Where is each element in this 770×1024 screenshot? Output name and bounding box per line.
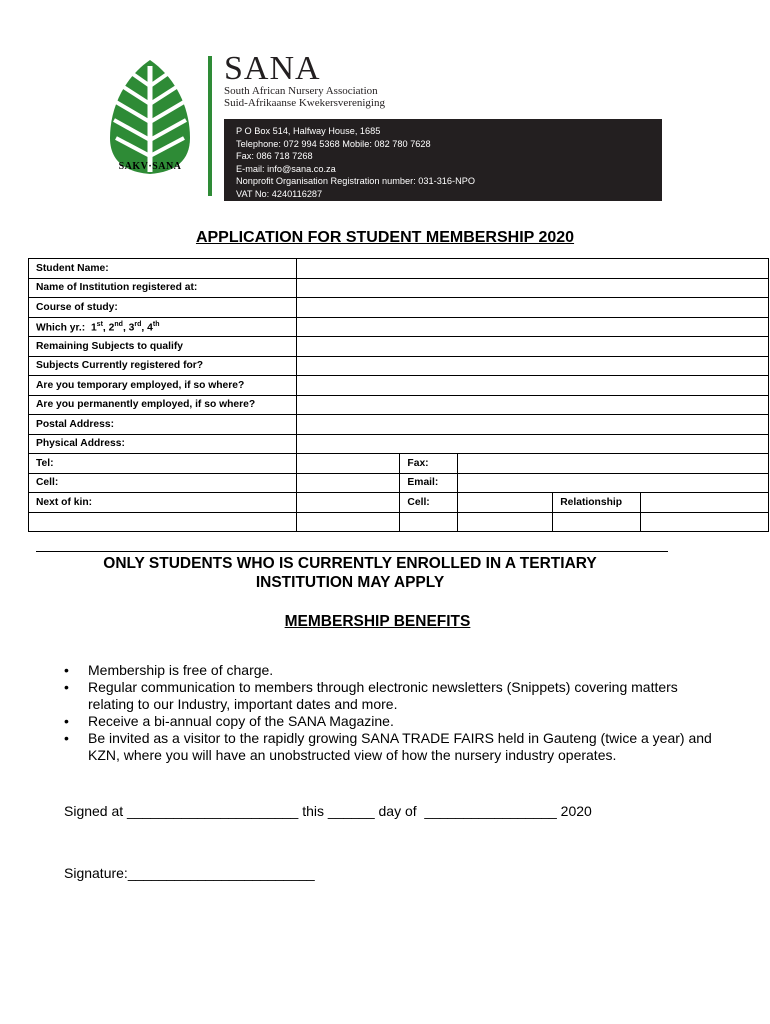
relationship-input[interactable] (641, 493, 769, 513)
institution-input[interactable] (296, 278, 768, 298)
kin-cell-input[interactable] (458, 493, 553, 513)
logo-divider (208, 56, 212, 196)
form-row (29, 278, 769, 298)
bullet-icon: • (64, 662, 69, 678)
kin-cell-detail-input[interactable] (400, 512, 458, 532)
separator-line (36, 551, 668, 552)
field-label-current-subjects: Subjects Currently registered for? (29, 356, 297, 376)
next-of-kin-input[interactable] (296, 493, 400, 513)
next-of-kin-detail-input[interactable] (296, 512, 400, 532)
logo-caption: SAKV·SANA (118, 161, 182, 172)
form-row (29, 454, 769, 474)
field-label-tel: Tel: (29, 454, 297, 474)
fax-input[interactable] (458, 454, 769, 474)
email-input[interactable] (458, 473, 769, 493)
cell-input[interactable] (296, 473, 400, 493)
year-input[interactable] (296, 317, 768, 337)
field-label-next-of-kin: Next of kin: (29, 493, 297, 513)
form-row (29, 512, 769, 532)
relationship-detail-input[interactable] (553, 512, 641, 532)
benefits-title: MEMBERSHIP BENEFITS (284, 613, 471, 630)
form-row (29, 434, 769, 454)
bullet-icon: • (64, 713, 69, 729)
field-label-temporary-employment: Are you temporary employed, if so where? (29, 376, 297, 396)
temporary-employment-input[interactable] (296, 376, 768, 396)
contact-fax: Fax: 086 718 7268 (236, 151, 313, 161)
field-label-postal-address: Postal Address: (29, 415, 297, 435)
next-of-kin-detail-input[interactable] (29, 512, 297, 532)
application-form-table (28, 258, 769, 532)
field-label-cell: Cell: (29, 473, 297, 493)
form-row (29, 337, 769, 357)
form-row (29, 259, 769, 279)
form-row (29, 298, 769, 318)
bullet-icon: • (64, 730, 69, 746)
contact-box (224, 119, 662, 201)
field-label-course: Course of study: (29, 298, 297, 318)
signature-line[interactable]: Signature:________________________ (64, 865, 315, 881)
signed-at-line[interactable]: Signed at ______________________ this ______ day of _________________ 2020 (64, 803, 592, 819)
tel-input[interactable] (296, 454, 400, 474)
form-row (29, 356, 769, 376)
notice-line-1: ONLY STUDENTS WHO IS CURRENTLY ENROLLED IN A TERTIARY (103, 555, 597, 572)
field-label-permanent-employment: Are you permanently employed, if so where? (29, 395, 297, 415)
field-label-year: Which yr.: 1st, 2nd, 3rd, 4th (29, 317, 297, 337)
postal-address-input[interactable] (296, 415, 768, 435)
form-row (29, 395, 769, 415)
field-label-email: Email: (400, 473, 458, 493)
course-input[interactable] (296, 298, 768, 318)
form-row (29, 317, 769, 337)
eligibility-notice (40, 554, 660, 592)
bullet-icon: • (64, 679, 69, 695)
field-label-remaining-subjects: Remaining Subjects to qualify (29, 337, 297, 357)
current-subjects-input[interactable] (296, 356, 768, 376)
kin-cell-detail-input[interactable] (458, 512, 553, 532)
list-item: • Be invited as a visitor to the rapidly growing SANA TRADE FAIRS held in Gauteng (twice a year) and KZN, where you will have an unobstructed view of how the nursery industry operates. (64, 730, 712, 763)
contact-email: E-mail: info@sana.co.za (236, 163, 336, 174)
field-label-kin-cell: Cell: (400, 493, 458, 513)
field-label-relationship: Relationship (553, 493, 641, 513)
sana-leaf-logo (106, 56, 194, 196)
contact-vat-number: VAT No: 4240116287 (236, 188, 323, 199)
notice-line-2: INSTITUTION MAY APPLY (255, 574, 445, 591)
form-row (29, 473, 769, 493)
permanent-employment-input[interactable] (296, 395, 768, 415)
form-row (29, 376, 769, 396)
field-label-student-name: Student Name: (29, 259, 297, 279)
field-label-institution: Name of Institution registered at: (29, 278, 297, 298)
field-label-physical-address: Physical Address: (29, 434, 297, 454)
contact-telephone: Telephone: 072 994 5368 Mobile: 082 780 7628 (236, 138, 431, 149)
contact-npo-number: Nonprofit Organisation Registration number: 031-316-NPO (236, 176, 475, 186)
list-item: • Membership is free of charge. (64, 662, 274, 678)
form-row (29, 415, 769, 435)
benefits-list (62, 662, 712, 764)
relationship-detail-input[interactable] (641, 512, 769, 532)
field-label-fax: Fax: (400, 454, 458, 474)
physical-address-input[interactable] (296, 434, 768, 454)
list-item: • Receive a bi-annual copy of the SANA Magazine. (64, 713, 394, 729)
form-title: APPLICATION FOR STUDENT MEMBERSHIP 2020 (195, 229, 575, 246)
remaining-subjects-input[interactable] (296, 337, 768, 357)
form-row (29, 493, 769, 513)
list-item: • Regular communication to members through electronic newsletters (Snippets) covering matters relating to our Industry, important dates and more. (64, 679, 678, 712)
student-name-input[interactable] (296, 259, 768, 279)
org-name-afrikaans: Suid-Afrikaanse Kwekersvereniging (224, 97, 385, 109)
org-acronym: SANA (224, 50, 321, 87)
org-name-english: South African Nursery Association (224, 85, 378, 97)
contact-address: P O Box 514, Halfway House, 1685 (236, 126, 381, 136)
